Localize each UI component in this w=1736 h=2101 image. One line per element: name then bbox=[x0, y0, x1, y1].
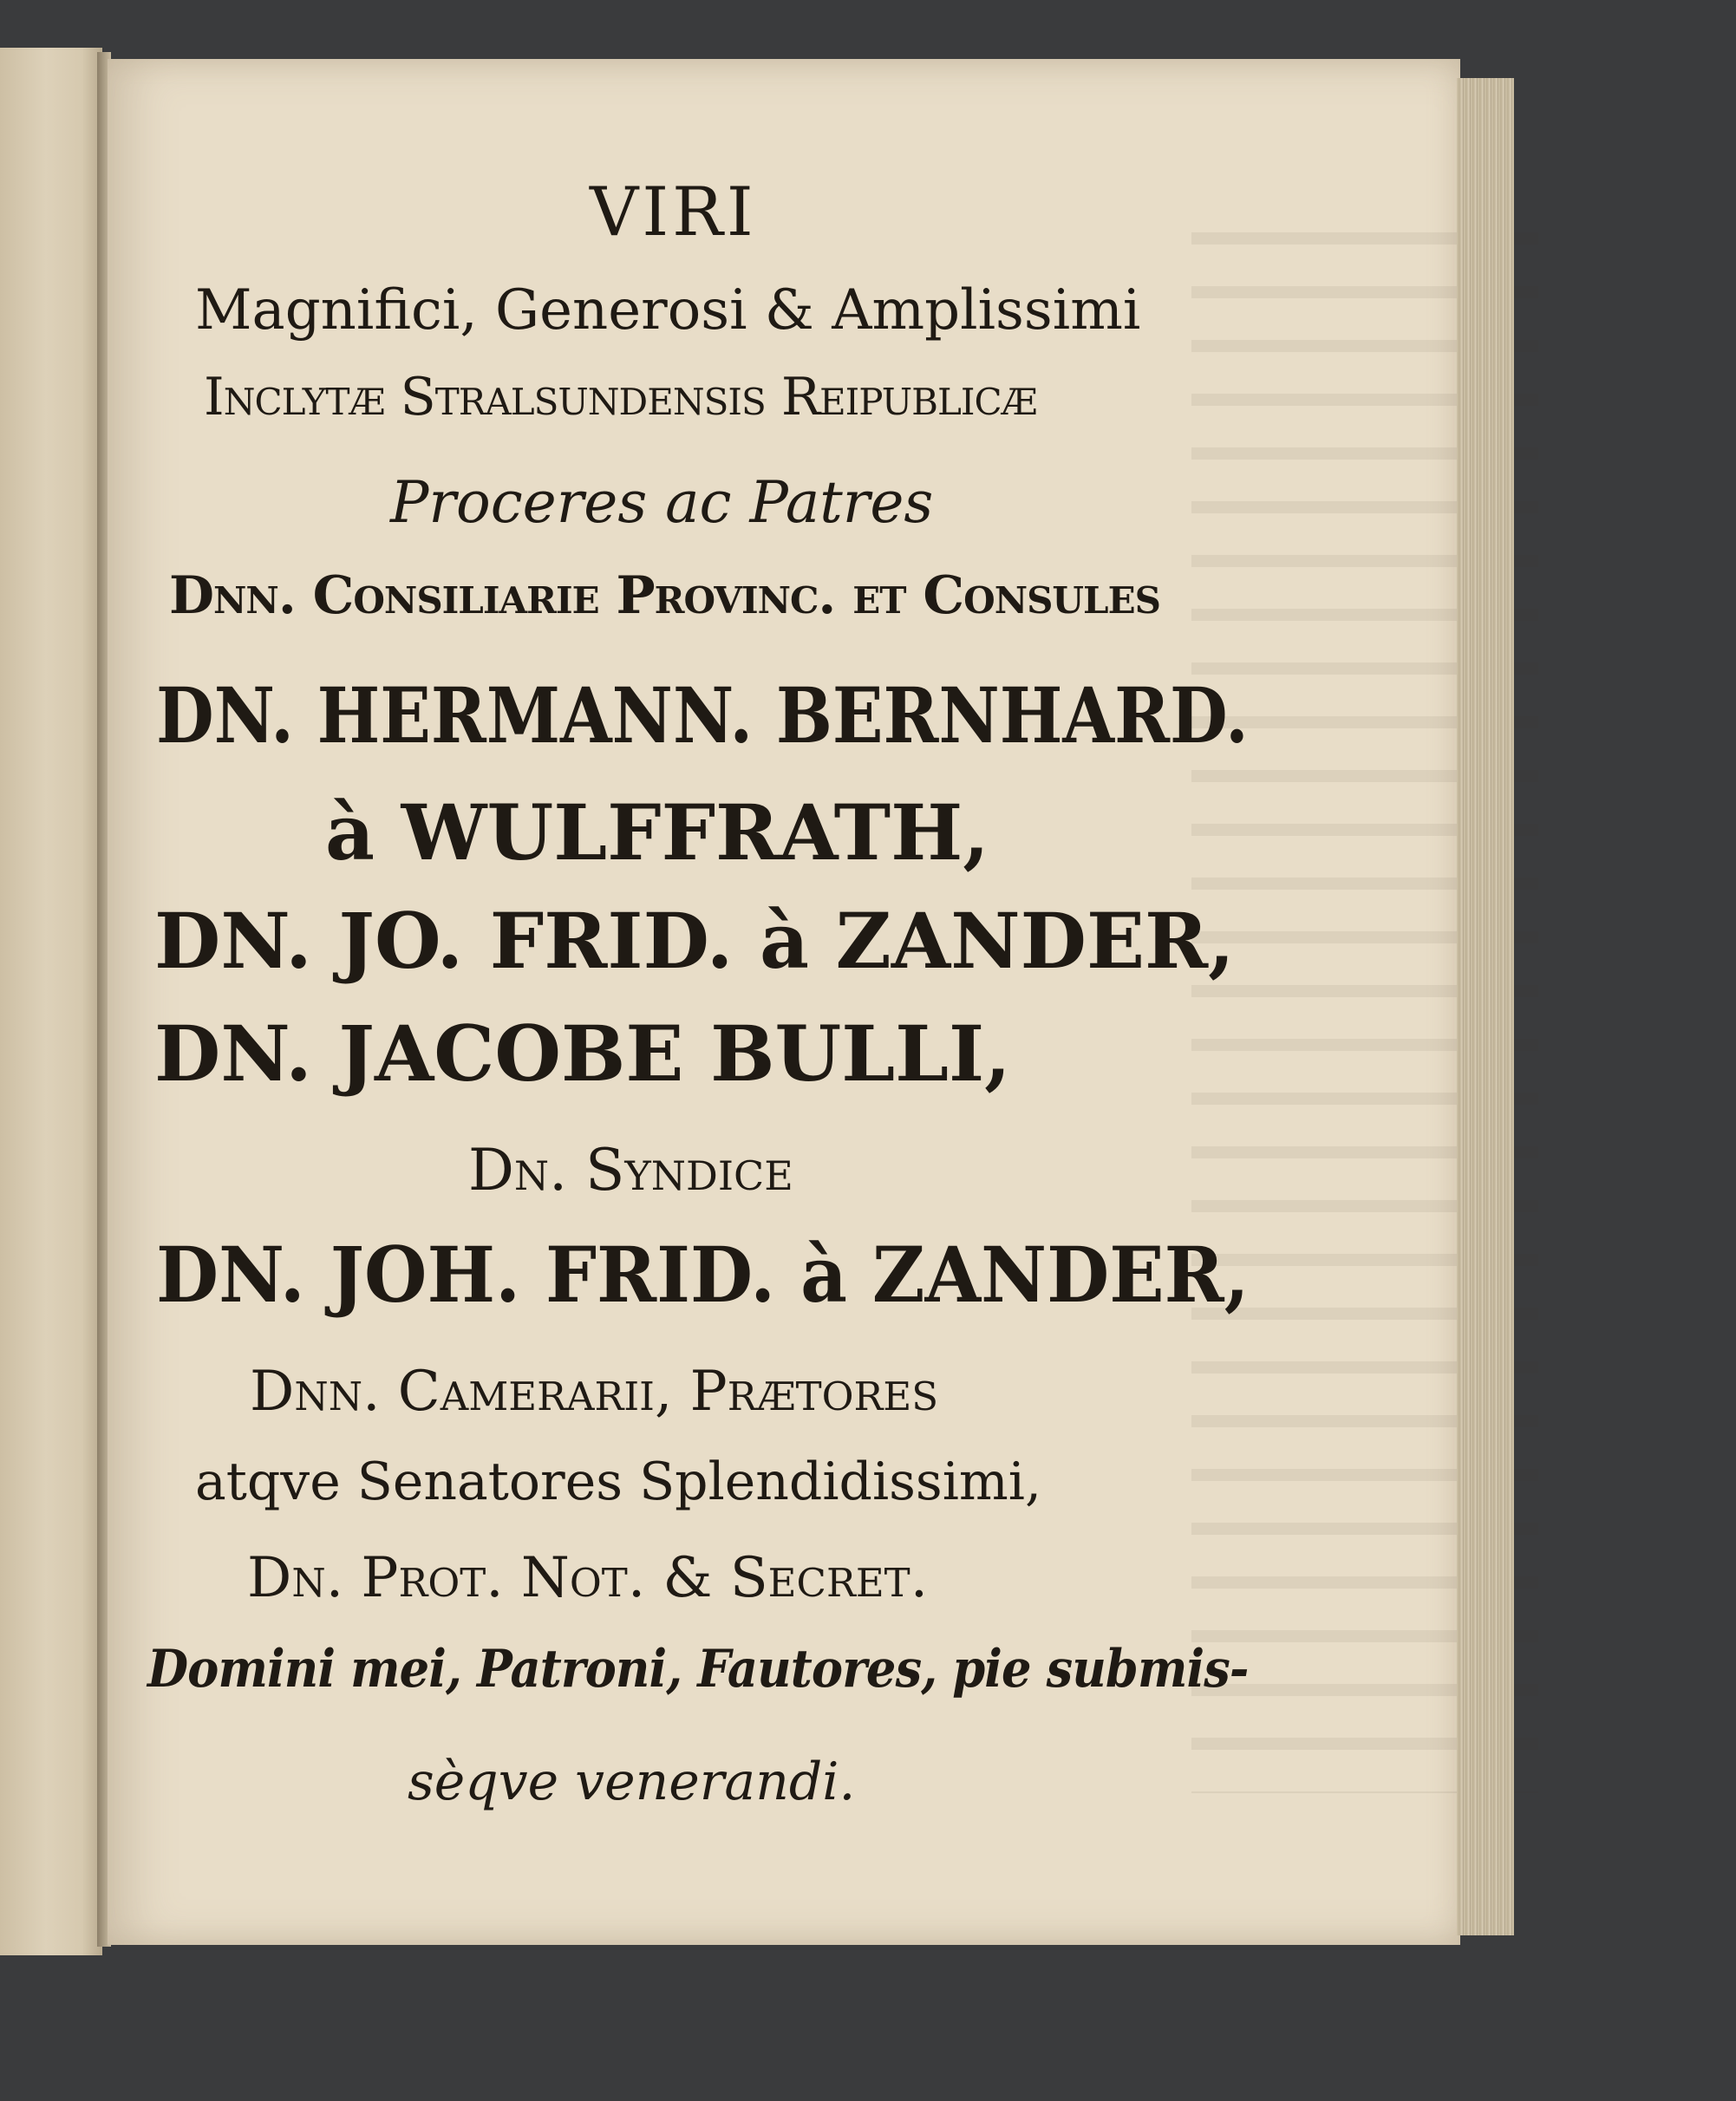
dedication-line: Dn. Syndice bbox=[468, 1137, 793, 1204]
left-page-edge bbox=[0, 48, 102, 1955]
name-line: à WULFFRATH, bbox=[325, 787, 989, 878]
dedication-line: Magnifici, Generosi & Amplissimi bbox=[195, 278, 1141, 343]
name-line: DN. JOH. FRID. à ZANDER, bbox=[156, 1230, 1250, 1320]
dedication-line: Dn. Prot. Not. & Secret. bbox=[247, 1546, 929, 1610]
dedication-line: Proceres ac Patres bbox=[390, 469, 934, 536]
name-line: DN. HERMANN. BERNHARD. bbox=[156, 670, 1249, 760]
page-edges bbox=[1457, 78, 1514, 1935]
heading-viri: VIRI bbox=[590, 173, 757, 251]
dedication-line: Dnn. Consiliarie Provinc. et Consules bbox=[169, 565, 1160, 626]
dedication-line: Domini mei, Patroni, Fautores, pie submis- bbox=[147, 1639, 1249, 1700]
dedication-line: Dnn. Camerarii, Prætores bbox=[250, 1360, 939, 1424]
name-line: DN. JO. FRID. à ZANDER, bbox=[154, 896, 1235, 986]
dedication-line: sèqve venerandi. bbox=[408, 1752, 856, 1812]
dedication-line: Inclytæ Stralsundensis Reipublicæ bbox=[204, 367, 1037, 427]
name-line: DN. JACOBE BULLI, bbox=[154, 1008, 1011, 1099]
dedication-line: atqve Senatores Splendidissimi, bbox=[195, 1452, 1042, 1512]
